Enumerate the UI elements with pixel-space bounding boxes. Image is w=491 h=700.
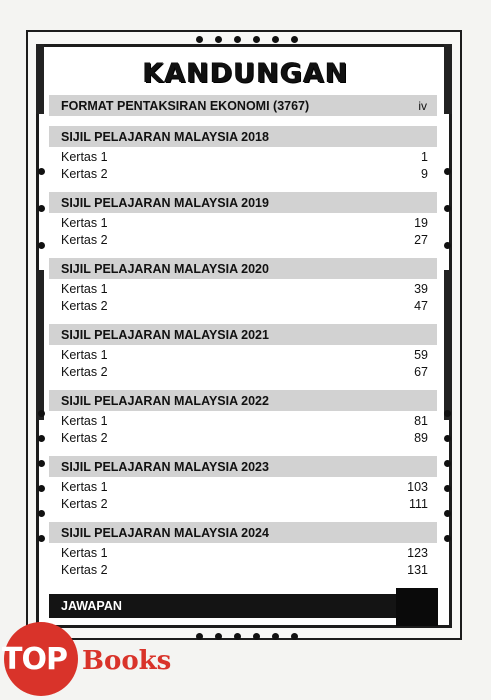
entry-label: Kertas 1 [61,216,108,230]
logo-books-text: Books [82,646,172,676]
entry-page: 131 [407,563,428,577]
entry-page: 103 [407,480,428,494]
entry-page: 1 [421,150,428,164]
entry-label: Kertas 1 [61,546,108,560]
entry-page: 89 [414,431,428,445]
section-heading-2018: SIJIL PELAJARAN MALAYSIA 2018 [49,126,437,147]
entry-page: 81 [414,414,428,428]
toc-entry [61,215,428,231]
toc-entry [61,496,428,512]
left-dots-upper [38,168,45,249]
right-band-mid [444,270,452,420]
top-dots [196,36,298,43]
section-heading-2021: SIJIL PELAJARAN MALAYSIA 2021 [49,324,437,345]
toc-entry [61,562,428,578]
toc-entry [61,298,428,314]
answers-label: JAWAPAN [61,599,122,613]
entry-page: 123 [407,546,428,560]
bottom-dots [196,633,298,640]
toc-entry [61,281,428,297]
entry-page: 39 [414,282,428,296]
entry-page: 111 [408,497,428,511]
left-dots-lower [38,410,45,542]
toc-entry [61,347,428,363]
toc-entry [61,413,428,429]
entry-label: Kertas 1 [61,150,108,164]
toc-entry [61,232,428,248]
entry-label: Kertas 1 [61,414,108,428]
section-heading-2019: SIJIL PELAJARAN MALAYSIA 2019 [49,192,437,213]
entry-label: Kertas 2 [61,233,108,247]
entry-label: Kertas 1 [61,480,108,494]
toc-entry [61,166,428,182]
entry-label: Kertas 2 [61,167,108,181]
section-heading-2024: SIJIL PELAJARAN MALAYSIA 2024 [49,522,437,543]
section-heading-2023: SIJIL PELAJARAN MALAYSIA 2023 [49,456,437,477]
entry-label: Kertas 1 [61,348,108,362]
entry-label: Kertas 2 [61,299,108,313]
toc-entry [61,545,428,561]
format-page: iv [418,98,427,113]
right-dots-lower [444,410,451,542]
toc-entry [61,430,428,446]
format-label: FORMAT PENTAKSIRAN EKONOMI (3767) [61,98,310,113]
format-row [49,95,437,116]
entry-label: Kertas 2 [61,563,108,577]
entry-page: 59 [414,348,428,362]
toc-entry [61,479,428,495]
answers-tab-block [396,588,438,626]
right-dots-upper [444,168,451,249]
entry-page: 19 [414,216,428,230]
left-band-mid [36,270,44,420]
entry-page: 9 [421,167,428,181]
entry-page: 47 [414,299,428,313]
logo-top-text: TOP [2,642,67,677]
entry-label: Kertas 2 [61,431,108,445]
topbooks-logo [0,616,200,700]
answers-row [49,594,437,618]
page-title: KANDUNGAN [142,58,349,89]
entry-label: Kertas 1 [61,282,108,296]
entry-page: 67 [414,365,428,379]
entry-label: Kertas 2 [61,497,108,511]
entry-label: Kertas 2 [61,365,108,379]
section-heading-2020: SIJIL PELAJARAN MALAYSIA 2020 [49,258,437,279]
entry-page: 27 [414,233,428,247]
toc-entry [61,364,428,380]
section-heading-2022: SIJIL PELAJARAN MALAYSIA 2022 [49,390,437,411]
toc-entry [61,149,428,165]
